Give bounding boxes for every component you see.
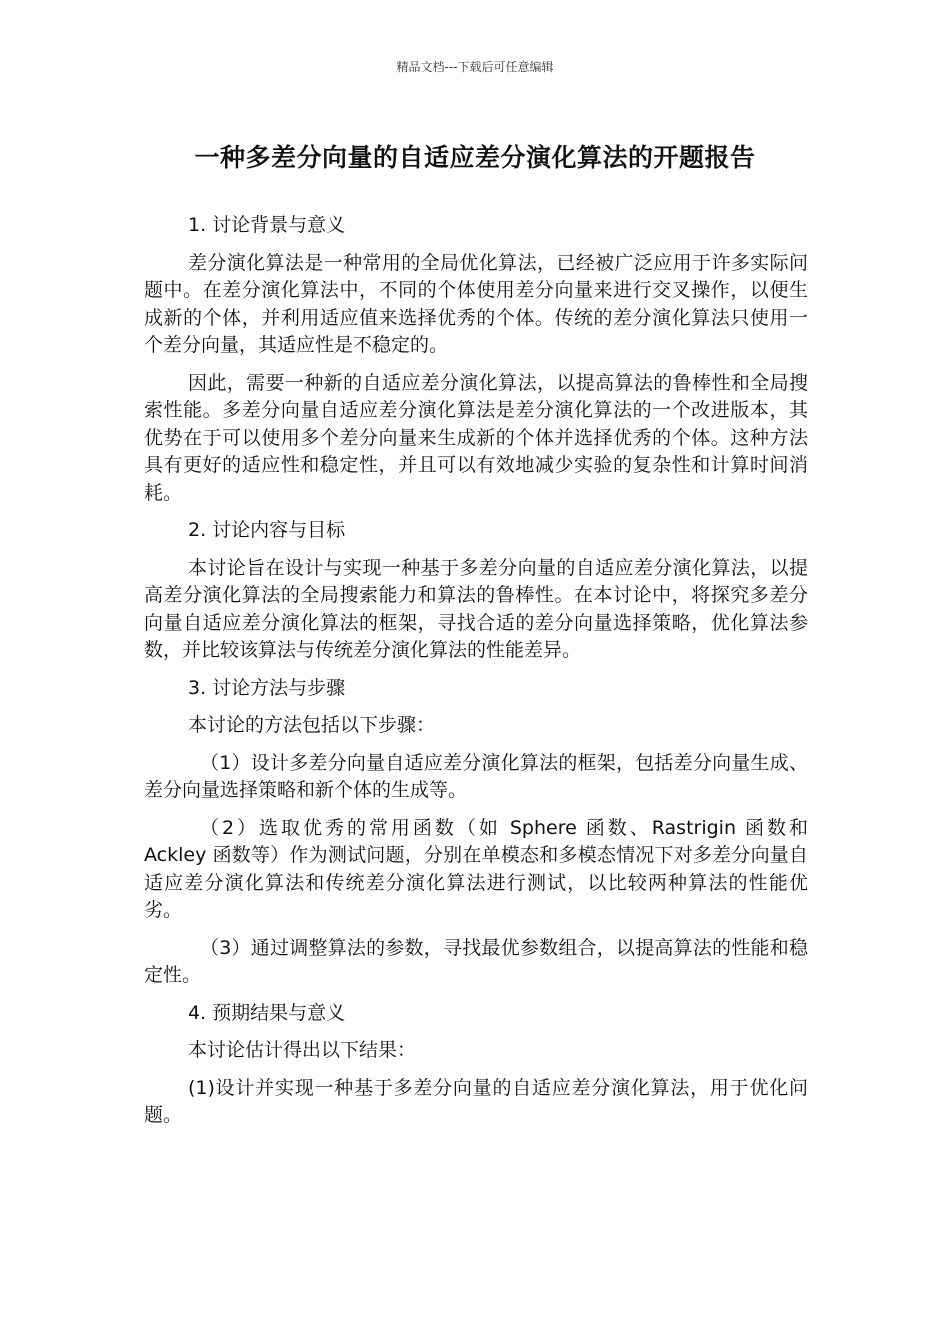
list-item: （2）选取优秀的常用函数（如 Sphere 函数、Rastrigin 函数和 Ackley 函数等）作为测试问题，分别在单模态和多模态情况下对多差分向量自适应差分演化算法和传统差分演化算法进行测试，以比较两种算法的性能优劣。 bbox=[144, 816, 808, 921]
section-heading: 4. 预期结果与意义 bbox=[188, 1001, 346, 1024]
paragraph: (1)设计并实现一种基于多差分向量的自适应差分演化算法，用于优化问题。 bbox=[144, 1076, 808, 1126]
section-heading: 3. 讨论方法与步骤 bbox=[188, 676, 346, 699]
document-title: 一种多差分向量的自适应差分演化算法的开题报告 bbox=[194, 143, 756, 172]
paragraph: 本讨论估计得出以下结果： bbox=[188, 1039, 417, 1061]
paragraph: 因此，需要一种新的自适应差分演化算法，以提高算法的鲁棒性和全局搜索性能。多差分向量自适应差分演化算法是差分演化算法的一个改进版本，其优势在于可以使用多个差分向量来生成新的个体并选择优秀的个体。这种方法具有更好的适应性和稳定性，并且可以有效地减少实验的复杂性和计算时间消耗。 bbox=[144, 371, 808, 504]
paragraph: 本讨论旨在设计与实现一种基于多差分向量的自适应差分演化算法，以提高差分演化算法的全局搜索能力和算法的鲁棒性。在本讨论中，将探究多差分向量自适应差分演化算法的框架，寻找合适的差分向量选择策略，优化算法参数，并比较该算法与传统差分演化算法的性能差异。 bbox=[144, 556, 808, 661]
list-item: （1）设计多差分向量自适应差分演化算法的框架，包括差分向量生成、差分向量选择策略和新个体的生成等。 bbox=[144, 751, 808, 801]
paragraph: 本讨论的方法包括以下步骤： bbox=[188, 714, 436, 736]
document-body bbox=[144, 212, 808, 1140]
section-heading: 1. 讨论背景与意义 bbox=[188, 214, 346, 236]
list-item: （3）通过调整算法的参数，寻找最优参数组合，以提高算法的性能和稳定性。 bbox=[144, 936, 808, 986]
paragraph: 差分演化算法是一种常用的全局优化算法，已经被广泛应用于许多实际问题中。在差分演化算法中，不同的个体使用差分向量来进行交叉操作，以便生成新的个体，并利用适应值来选择优秀的个体。传统的差分演化算法只使用一个差分向量，其适应性是不稳定的。 bbox=[144, 251, 808, 356]
page-header: 精品文档---下载后可任意编辑 bbox=[396, 60, 554, 74]
section-heading: 2. 讨论内容与目标 bbox=[188, 519, 346, 541]
